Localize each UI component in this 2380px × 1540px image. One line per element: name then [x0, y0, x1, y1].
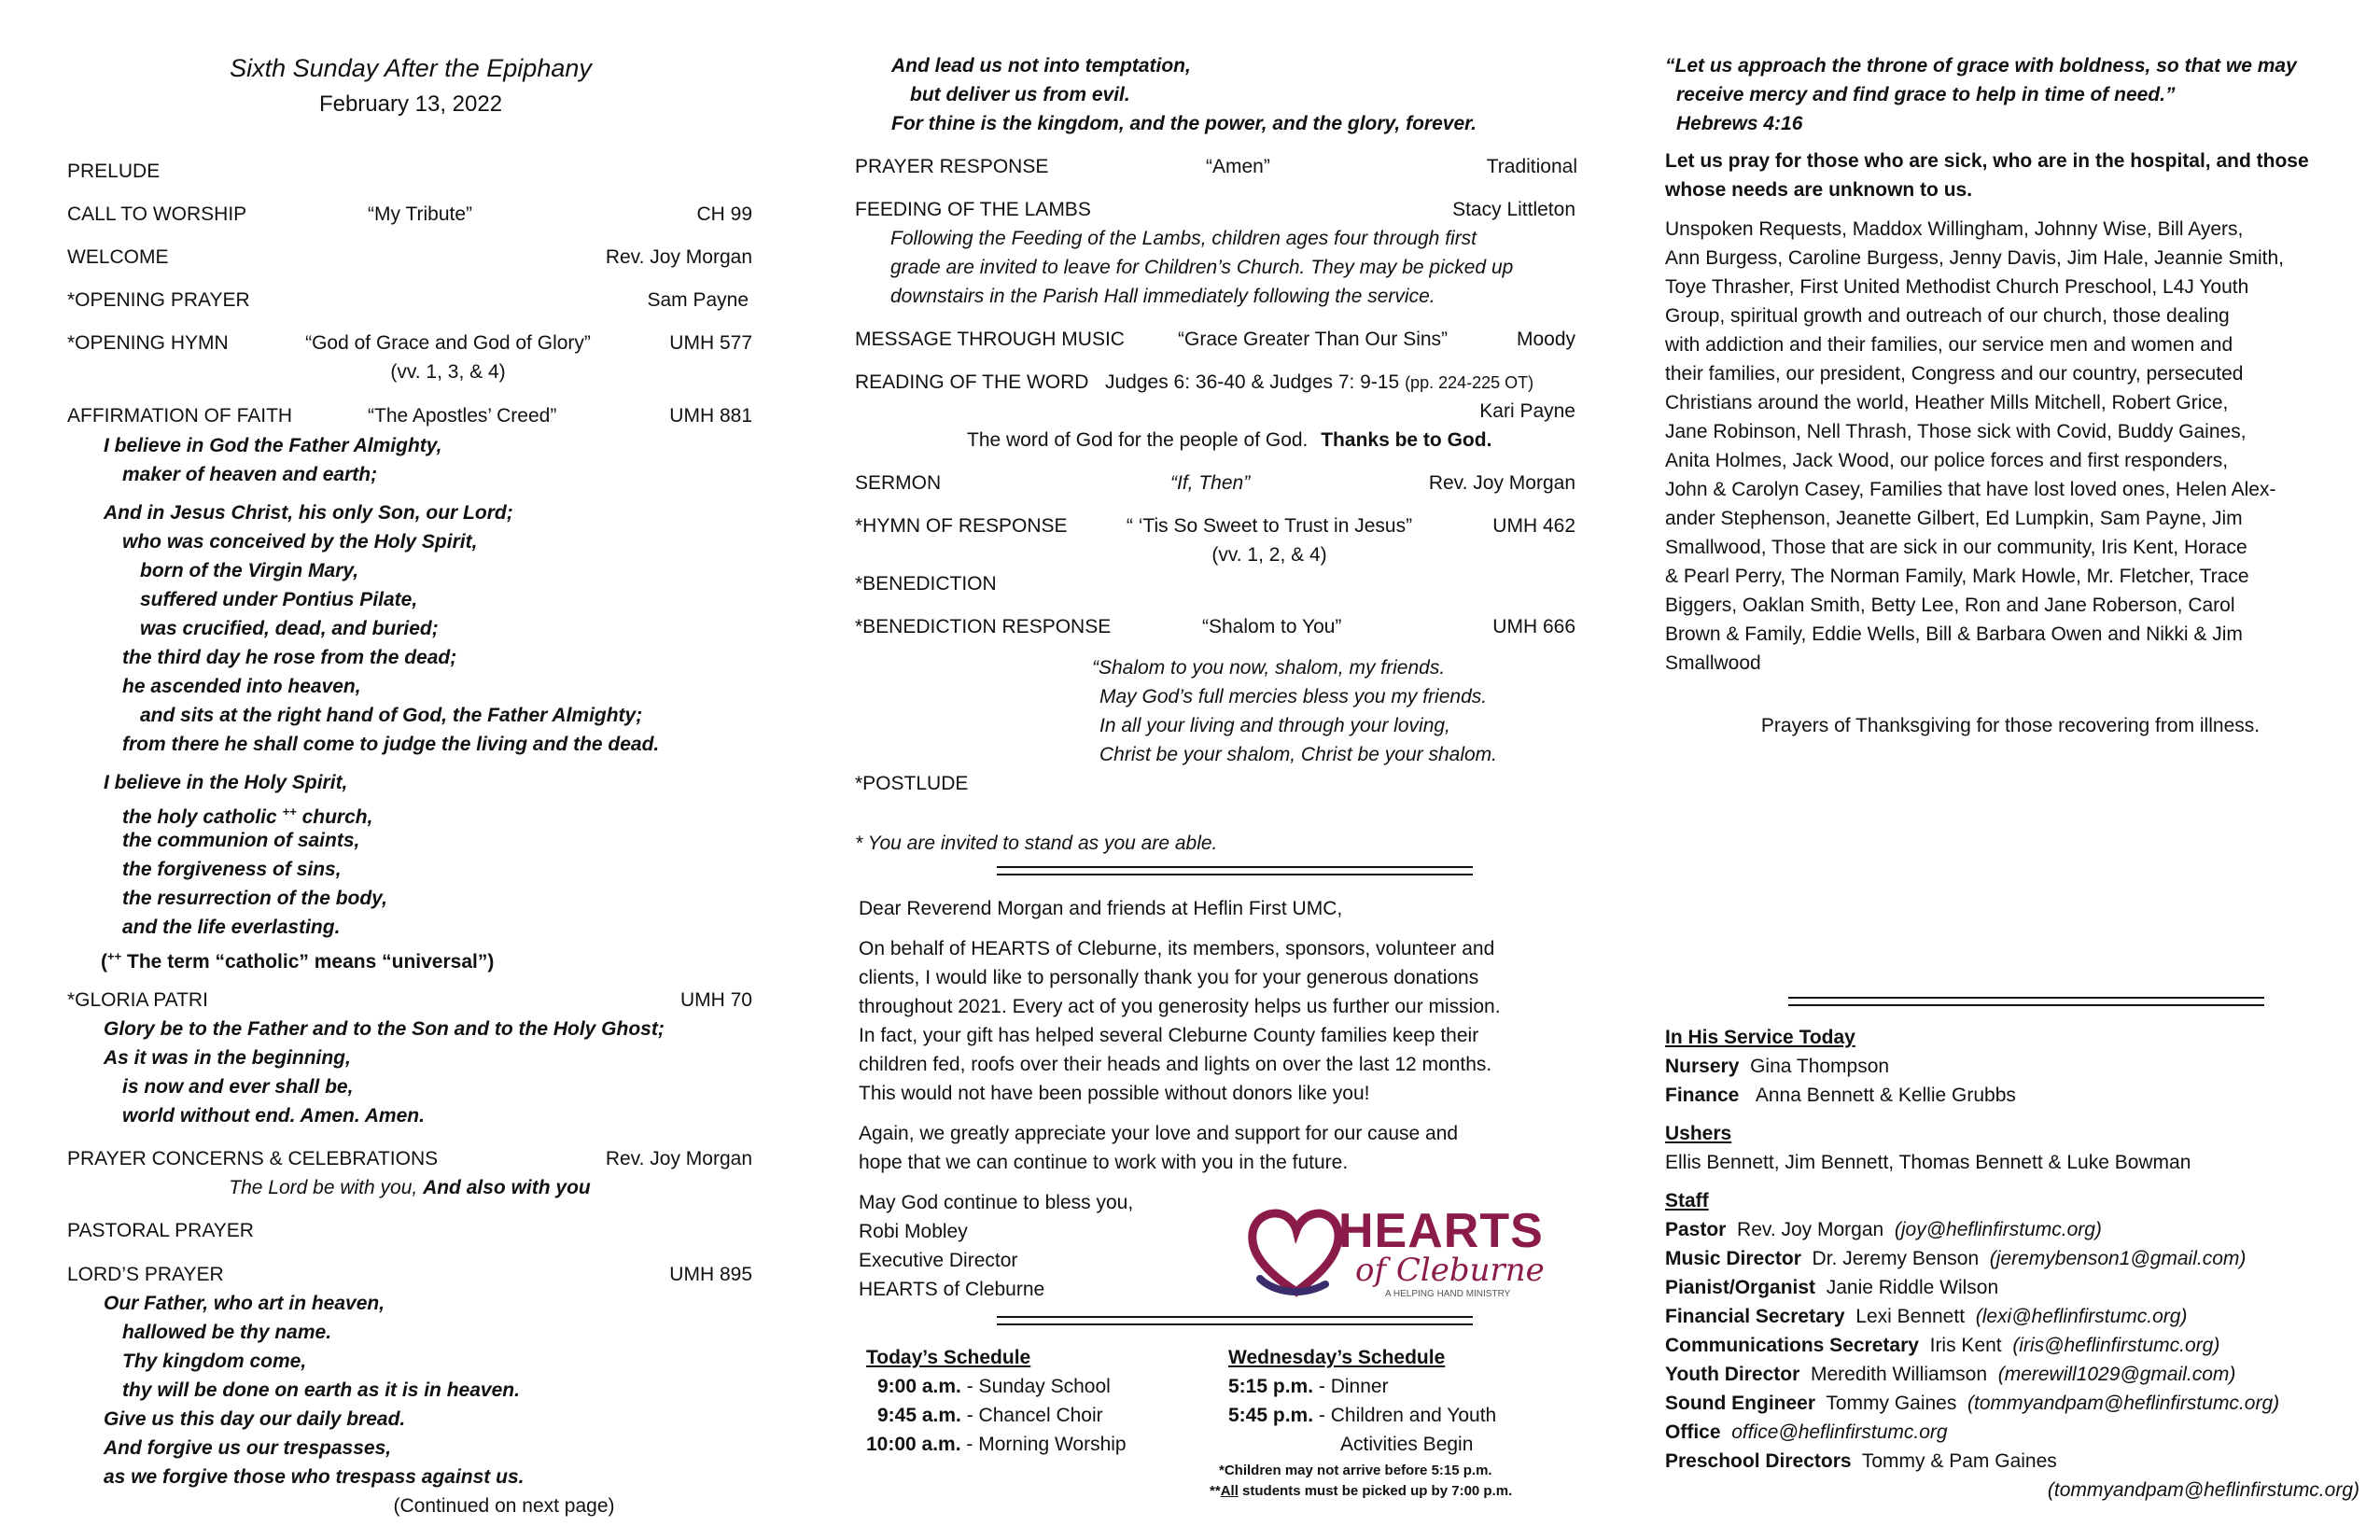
creed-footnote: (++ The term “catholic” means “universal”) — [101, 949, 495, 973]
staff-row: Preschool Directors Tommy & Pam Gaines — [1665, 1450, 2057, 1472]
heart-hand-icon — [1245, 1202, 1348, 1305]
staff-row: Communications Secretary Iris Kent (iris@heflinfirstumc.org) — [1665, 1335, 2220, 1356]
staff-row: Pastor Rev. Joy Morgan (joy@heflinfirstumc.org) — [1665, 1219, 2102, 1240]
bulletin-title: Sixth Sunday After the Epiphany — [230, 54, 592, 82]
hearts-of-cleburne-logo: HEARTS of Cleburne A HELPING HAND MINISTRY — [1245, 1202, 1534, 1305]
continued-note: (Continued on next page) — [393, 1495, 615, 1517]
staff-row: Music Director Dr. Jeremy Benson (jeremybenson1@gmail.com) — [1665, 1248, 2247, 1269]
benediction: *BENEDICTION — [855, 573, 997, 595]
staff-row: Pianist/Organist Janie Riddle Wilson — [1665, 1277, 1999, 1298]
stand-note: * You are invited to stand as you are able. — [855, 833, 1218, 854]
divider — [997, 1316, 1473, 1325]
pastoral-prayer: PASTORAL PRAYER — [67, 1220, 254, 1241]
thanksgiving-note: Prayers of Thanksgiving for those recovering from illness. — [1760, 715, 2261, 736]
divider — [997, 866, 1473, 875]
staff-row: Sound Engineer Tommy Gaines (tommyandpam@heflinfirstumc.org) — [1665, 1393, 2280, 1414]
staff-row: Financial Secretary Lexi Bennett (lexi@heflinfirstumc.org) — [1665, 1306, 2188, 1327]
postlude: *POSTLUDE — [855, 773, 969, 794]
prelude: PRELUDE — [67, 161, 161, 182]
divider — [1788, 997, 2264, 1006]
bulletin-date: February 13, 2022 — [318, 91, 503, 117]
staff-row: Youth Director Meredith Williamson (merewill1029@gmail.com) — [1665, 1364, 2236, 1385]
staff-row: Office office@heflinfirstumc.org — [1665, 1421, 1948, 1443]
